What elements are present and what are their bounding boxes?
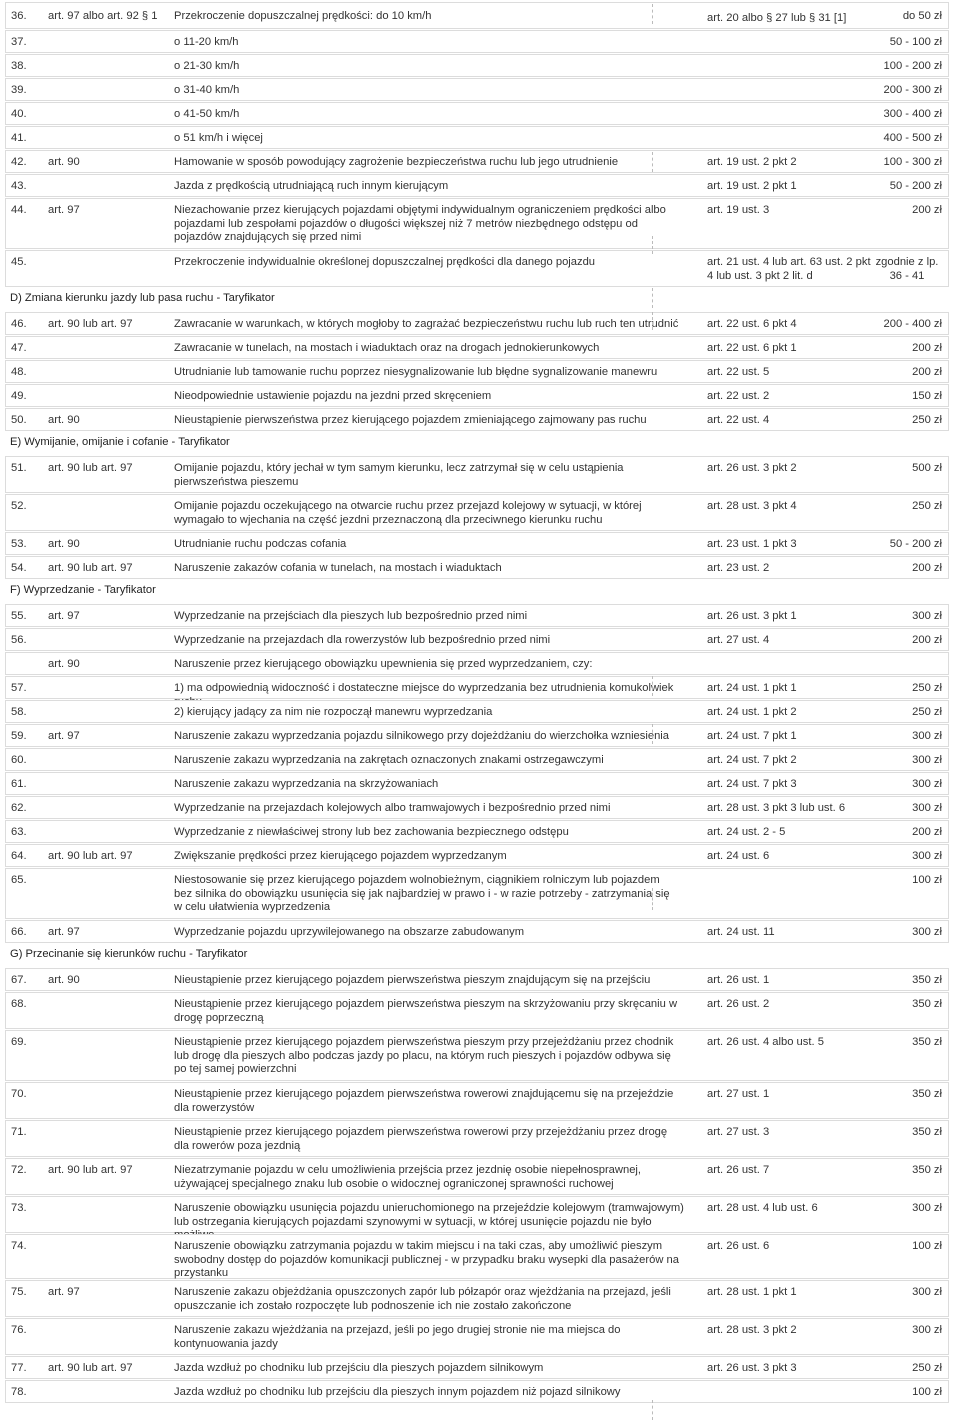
offense-description: 2) kierujący jadący za nim nie rozpoczął manewru wyprzedzania bbox=[174, 706, 493, 718]
row-number: 61. bbox=[11, 778, 27, 790]
fine-amount: 100 zł bbox=[912, 1386, 942, 1398]
legal-article: art. 90 bbox=[48, 414, 80, 426]
row-number: 38. bbox=[11, 60, 27, 72]
table-row bbox=[5, 628, 949, 651]
offense-description: Wyprzedzanie na przejazdach dla rowerzystów lub bezpośrednio przed nimi bbox=[174, 634, 551, 646]
legal-basis: art. 26 ust. 3 pkt 3 bbox=[707, 1362, 797, 1374]
offense-description: Zwiększanie prędkości przez kierującego pojazdem wyprzedzanym bbox=[174, 850, 507, 862]
offense-description: Niezachowanie przez kierujących pojazdami objętymi indywidualnym ograniczeniem prędkości albo pojazdami lub zespołami pojazdów o długości większej niż 7 metrów niezbędnego odstępu od pojazdów znajdujących się przed nimi bbox=[174, 204, 666, 243]
legal-article: art. 90 lub art. 97 bbox=[48, 318, 133, 330]
fine-amount: 150 zł bbox=[912, 390, 942, 402]
table-row bbox=[5, 2, 949, 29]
offense-description: Naruszenie obowiązku zatrzymania pojazdu w takim miejscu i na taki czas, aby umożliwić pieszym swobodny dostęp do pojazdów komunikacji publicznej - w przypadku braku wysepki dla pasażerów na przystanku bbox=[174, 1240, 679, 1279]
legal-article: art. 97 bbox=[48, 204, 80, 216]
table-row bbox=[5, 1318, 949, 1355]
table-row bbox=[5, 312, 949, 335]
row-number: 45. bbox=[11, 256, 27, 268]
legal-basis: art. 24 ust. 1 pkt 1 bbox=[707, 682, 797, 694]
offense-description: Wyprzedzanie na przejściach dla pieszych lub bezpośrednio przed nimi bbox=[174, 610, 528, 622]
row-number: 60. bbox=[11, 754, 27, 766]
legal-basis: art. 26 ust. 3 pkt 2 bbox=[707, 462, 797, 474]
offense-description: Naruszenie zakazu wyprzedzania na zakrętach oznaczonych znakami ostrzegawczymi bbox=[174, 754, 604, 766]
legal-basis: art. 21 ust. 4 lub art. 63 ust. 2 pkt 4 lub ust. 3 pkt 2 lit. d bbox=[707, 256, 871, 282]
section-header bbox=[5, 944, 949, 968]
fine-amount: 200 - 300 zł bbox=[883, 84, 942, 96]
offense-description: Przekroczenie indywidualnie określonej dopuszczalnej prędkości dla danego pojazdu bbox=[174, 256, 596, 268]
table-row bbox=[5, 1356, 949, 1379]
legal-article: art. 90 lub art. 97 bbox=[48, 850, 133, 862]
offense-description: 1) ma odpowiednią widoczność i dostateczne miejsce do wyprzedzania bez utrudnienia komukolwiek bbox=[174, 682, 674, 694]
legal-basis: art. 24 ust. 2 - 5 bbox=[707, 826, 786, 838]
offense-description: Naruszenie zakazu wyprzedzania pojazdu silnikowego przy dojeżdżaniu do wierzchołka wzniesienia bbox=[174, 730, 670, 742]
row-number: 49. bbox=[11, 390, 27, 402]
offense-description: o 51 km/h i więcej bbox=[174, 132, 263, 144]
row-number: 42. bbox=[11, 156, 27, 168]
table-row bbox=[5, 150, 949, 173]
legal-article: art. 90 bbox=[48, 538, 80, 550]
legal-article: art. 97 bbox=[48, 1286, 80, 1298]
offense-description: Wyprzedzanie pojazdu uprzywilejowanego na obszarze zabudowanym bbox=[174, 926, 525, 938]
legal-basis: art. 19 ust. 2 pkt 1 bbox=[707, 180, 797, 192]
offense-description: o 11-20 km/h bbox=[174, 36, 239, 48]
table-row bbox=[5, 676, 949, 699]
table-row bbox=[5, 250, 949, 287]
table-row bbox=[5, 126, 949, 149]
row-number: 56. bbox=[11, 634, 27, 646]
row-number: 47. bbox=[11, 342, 27, 354]
row-number: 55. bbox=[11, 610, 27, 622]
legal-basis: art. 24 ust. 6 bbox=[707, 850, 770, 862]
row-number: 64. bbox=[11, 850, 27, 862]
table-row bbox=[5, 920, 949, 943]
legal-basis: art. 22 ust. 5 bbox=[707, 366, 770, 378]
fine-amount: 300 zł bbox=[912, 754, 942, 766]
row-number: 50. bbox=[11, 414, 27, 426]
legal-basis: art. 24 ust. 1 pkt 2 bbox=[707, 706, 797, 718]
row-number: 46. bbox=[11, 318, 27, 330]
table-row bbox=[5, 992, 949, 1029]
table-row bbox=[5, 700, 949, 723]
fine-amount: 50 - 100 zł bbox=[889, 36, 942, 48]
table-row bbox=[5, 198, 949, 249]
legal-article: art. 97 bbox=[48, 730, 80, 742]
legal-article: art. 90 lub art. 97 bbox=[48, 1362, 133, 1374]
legal-basis: art. 27 ust. 3 bbox=[707, 1126, 770, 1138]
table-row bbox=[5, 796, 949, 819]
table-row bbox=[5, 1120, 949, 1157]
offense-description: Utrudnianie lub tamowanie ruchu poprzez niesygnalizowanie lub błędne sygnalizowanie manewru bbox=[174, 366, 658, 378]
legal-basis: art. 26 ust. 6 bbox=[707, 1240, 770, 1252]
table-row bbox=[5, 336, 949, 359]
row-number: 74. bbox=[11, 1240, 27, 1252]
fine-amount: 350 zł bbox=[912, 1036, 942, 1048]
table-row bbox=[5, 1280, 949, 1317]
fine-amount: 350 zł bbox=[912, 998, 942, 1010]
fine-amount: 250 zł bbox=[912, 414, 942, 426]
fine-amount: 400 - 500 zł bbox=[883, 132, 942, 144]
table-row bbox=[5, 556, 949, 579]
legal-basis: art. 26 ust. 7 bbox=[707, 1164, 770, 1176]
fine-amount: 350 zł bbox=[912, 1088, 942, 1100]
table-row bbox=[5, 408, 949, 431]
row-number: 39. bbox=[11, 84, 27, 96]
offense-description: Nieustąpienie przez kierującego pojazdem pierwszeństwa pieszym przy przejeżdżaniu przez chodnik lub drogę dla pieszych albo podczas jazdy po placu, na którym ruch pieszych i pojazdów odbywa się po tej samej powierzchni bbox=[174, 1036, 674, 1075]
fine-amount: 250 zł bbox=[912, 1362, 942, 1374]
table-row bbox=[5, 174, 949, 197]
offense-description: Niezatrzymanie pojazdu w celu umożliwienia przejścia przez jezdnię osobie niepełnosprawnej, używającej specjalnego znaku lub osobie o widocznej ograniczonej sprawności ruchowej bbox=[174, 1164, 642, 1190]
row-number: 40. bbox=[11, 108, 27, 120]
table-row bbox=[5, 604, 949, 627]
crop-mark bbox=[652, 236, 654, 254]
row-number: 70. bbox=[11, 1088, 27, 1100]
legal-article: art. 90 lub art. 97 bbox=[48, 562, 133, 574]
table-row bbox=[5, 1196, 949, 1233]
legal-basis: art. 23 ust. 2 bbox=[707, 562, 770, 574]
offense-description: Jazda wzdłuż po chodniku lub przejściu dla pieszych pojazdem silnikowym bbox=[174, 1362, 544, 1374]
fine-amount: 300 zł bbox=[912, 730, 942, 742]
row-number: 51. bbox=[11, 462, 27, 474]
row-number: 57. bbox=[11, 682, 27, 694]
fine-amount: 200 - 400 zł bbox=[883, 318, 942, 330]
fine-amount: 250 zł bbox=[912, 682, 942, 694]
crop-mark bbox=[652, 888, 654, 910]
offense-description: o 41-50 km/h bbox=[174, 108, 240, 120]
row-number: 71. bbox=[11, 1126, 27, 1138]
fine-amount: 200 zł bbox=[912, 826, 942, 838]
legal-article: art. 90 bbox=[48, 658, 80, 670]
row-number: 76. bbox=[11, 1324, 27, 1336]
fine-amount: 100 - 300 zł bbox=[883, 156, 942, 168]
row-number: 68. bbox=[11, 998, 27, 1010]
table-row bbox=[5, 968, 949, 991]
fine-amount: 300 zł bbox=[912, 1286, 942, 1298]
table-row bbox=[5, 1030, 949, 1081]
crop-mark bbox=[652, 676, 654, 696]
legal-basis: art. 26 ust. 4 albo ust. 5 bbox=[707, 1036, 824, 1048]
table-row bbox=[5, 748, 949, 771]
row-number: 63. bbox=[11, 826, 27, 838]
fine-amount: 300 zł bbox=[912, 802, 942, 814]
table-row bbox=[5, 532, 949, 555]
legal-basis: art. 22 ust. 2 bbox=[707, 390, 770, 402]
offense-description: Nieodpowiednie ustawienie pojazdu na jezdni przed skręceniem bbox=[174, 390, 492, 402]
fine-amount: 250 zł bbox=[912, 706, 942, 718]
legal-basis: art. 22 ust. 6 pkt 4 bbox=[707, 318, 797, 330]
row-number: 59. bbox=[11, 730, 27, 742]
fine-amount: 50 - 200 zł bbox=[889, 538, 942, 550]
offense-description: Naruszenie przez kierującego obowiązku upewnienia się przed wyprzedzaniem, czy: bbox=[174, 658, 593, 670]
row-number: 75. bbox=[11, 1286, 27, 1298]
legal-basis: art. 26 ust. 1 bbox=[707, 974, 770, 986]
legal-basis: art. 27 ust. 1 bbox=[707, 1088, 770, 1100]
fine-amount: 300 - 400 zł bbox=[883, 108, 942, 120]
table-row bbox=[5, 384, 949, 407]
table-row bbox=[5, 772, 949, 795]
fine-amount: 350 zł bbox=[912, 1164, 942, 1176]
fine-amount: 300 zł bbox=[912, 926, 942, 938]
offense-description: Przekroczenie dopuszczalnej prędkości: do 10 km/h bbox=[174, 10, 432, 22]
row-number: 77. bbox=[11, 1362, 27, 1374]
offense-description: Jazda z prędkością utrudniającą ruch innym kierującym bbox=[174, 180, 449, 192]
table-row bbox=[5, 724, 949, 747]
row-number: 72. bbox=[11, 1164, 27, 1176]
table-row bbox=[5, 456, 949, 493]
fine-amount: do 50 zł bbox=[902, 10, 942, 22]
offense-description: Wyprzedzanie z niewłaściwej strony lub bez zachowania bezpiecznego odstępu bbox=[174, 826, 569, 838]
table-row bbox=[5, 30, 949, 53]
crop-mark bbox=[652, 152, 654, 172]
legal-basis: art. 28 ust. 3 pkt 2 bbox=[707, 1324, 797, 1336]
offense-description: Naruszenie zakazu objeżdżania opuszczonych zapór lub półzapór oraz wjeżdżania na przejazd, jeśli opuszczanie ich zostało rozpoczęte lub podnoszenie ich nie zostało zakończone bbox=[174, 1286, 671, 1312]
crop-mark bbox=[652, 312, 654, 330]
table-row bbox=[5, 494, 949, 531]
fine-amount: 300 zł bbox=[912, 1202, 942, 1214]
legal-basis: art. 27 ust. 4 bbox=[707, 634, 770, 646]
fine-amount: 100 - 200 zł bbox=[883, 60, 942, 72]
fine-amount: 200 zł bbox=[912, 366, 942, 378]
offense-description: o 21-30 km/h bbox=[174, 60, 240, 72]
legal-basis: art. 28 ust. 1 pkt 1 bbox=[707, 1286, 797, 1298]
legal-basis: art. 19 ust. 3 bbox=[707, 204, 770, 216]
offense-description: Jazda wzdłuż po chodniku lub przejściu dla pieszych innym pojazdem niż pojazd silnikowy bbox=[174, 1386, 621, 1398]
legal-basis: art. 19 ust. 2 pkt 2 bbox=[707, 156, 797, 168]
offense-description: o 31-40 km/h bbox=[174, 84, 240, 96]
fine-amount: 100 zł bbox=[912, 1240, 942, 1252]
legal-article: art. 97 bbox=[48, 610, 80, 622]
legal-article: art. 90 lub art. 97 bbox=[48, 462, 133, 474]
fine-amount: 200 zł bbox=[912, 204, 942, 216]
row-number: 37. bbox=[11, 36, 27, 48]
legal-basis: art. 26 ust. 3 pkt 1 bbox=[707, 610, 797, 622]
legal-basis: art. 24 ust. 7 pkt 1 bbox=[707, 730, 797, 742]
offense-description: Niestosowanie się przez kierującego pojazdem wolnobieżnym, ciągnikiem rolniczym lub pojazdem bez silnika do obowiązku usunięcia się jak najbardziej w prawo i - w razie potrzeby - zatrzymania się w celu ułatwienia wyprzedzenia bbox=[174, 874, 670, 913]
table-row bbox=[5, 844, 949, 867]
legal-basis: art. 22 ust. 6 pkt 1 bbox=[707, 342, 797, 354]
fine-amount: 300 zł bbox=[912, 1324, 942, 1336]
row-number: 53. bbox=[11, 538, 27, 550]
fine-amount: 250 zł bbox=[912, 500, 942, 512]
table-row bbox=[5, 54, 949, 77]
offense-description: Nieustąpienie pierwszeństwa przez kierującego pojazdem zmieniającego zajmowany pas ruchu bbox=[174, 414, 647, 426]
table-row bbox=[5, 1234, 949, 1279]
offense-description: Nieustąpienie przez kierującego pojazdem pierwszeństwa rowerowi znajdującemu się na przejeździe dla rowerzystów bbox=[174, 1088, 674, 1114]
legal-article: art. 97 albo art. 92 § 1 bbox=[48, 10, 158, 22]
table-row bbox=[5, 652, 949, 675]
row-number: 65. bbox=[11, 874, 27, 886]
table-row bbox=[5, 868, 949, 919]
section-title: E) Wymijanie, omijanie i cofanie - Taryfikator bbox=[10, 436, 230, 448]
offense-description: Hamowanie w sposób powodujący zagrożenie bezpieczeństwa ruchu lub jego utrudnienie bbox=[174, 156, 619, 168]
section-title: G) Przecinanie się kierunków ruchu - Taryfikator bbox=[10, 948, 248, 960]
offense-description: Omijanie pojazdu oczekującego na otwarcie ruchu przez przejazd kolejowy w sytuacji, w której wymagało to wjechania na część jezdni przeznaczoną dla przeciwnego kierunku ruchu bbox=[174, 500, 642, 526]
table-row bbox=[5, 102, 949, 125]
fine-amount: 200 zł bbox=[912, 342, 942, 354]
fine-amount: 50 - 200 zł bbox=[889, 180, 942, 192]
crop-mark bbox=[652, 4, 654, 24]
row-number: 78. bbox=[11, 1386, 27, 1398]
row-number: 52. bbox=[11, 500, 27, 512]
offense-description: Naruszenie zakazu wjeżdżania na przejazd, jeśli po jego drugiej stronie nie ma miejsca do kontynuowania jazdy bbox=[174, 1324, 621, 1350]
offense-description: Nieustąpienie przez kierującego pojazdem pierwszeństwa pieszym na skrzyżowaniu przy skręcaniu w drogę poprzeczną bbox=[174, 998, 678, 1024]
row-number: 66. bbox=[11, 926, 27, 938]
fine-amount: 350 zł bbox=[912, 974, 942, 986]
row-number: 36. bbox=[11, 10, 27, 22]
crop-mark bbox=[652, 1400, 654, 1420]
table-row bbox=[5, 1082, 949, 1119]
row-number: 73. bbox=[11, 1202, 27, 1214]
fine-amount: 300 zł bbox=[912, 610, 942, 622]
table-row bbox=[5, 820, 949, 843]
section-title: D) Zmiana kierunku jazdy lub pasa ruchu - Taryfikator bbox=[10, 292, 275, 304]
offense-description: Naruszenie obowiązku usunięcia pojazdu unieruchomionego na przejeździe kolejowym (tramwajowym) lub ostrzegania kierujących pojazdami szynowymi w sytuacji, w której usunięcie pojazdu nie było bbox=[174, 1202, 684, 1228]
row-number: 58. bbox=[11, 706, 27, 718]
fine-amount: 300 zł bbox=[912, 778, 942, 790]
row-number: 69. bbox=[11, 1036, 27, 1048]
offense-description: Wyprzedzanie na przejazdach kolejowych albo tramwajowych i bezpośrednio przed nimi bbox=[174, 802, 611, 814]
fine-amount: 500 zł bbox=[912, 462, 942, 474]
offense-description: Naruszenie zakazu wyprzedzania na skrzyżowaniach bbox=[174, 778, 439, 790]
offense-description: Zawracanie w warunkach, w których mogłoby to zagrażać bezpieczeństwu ruchu lub ruch ten utrudnić bbox=[174, 318, 679, 330]
legal-basis: art. 24 ust. 11 bbox=[707, 926, 775, 938]
legal-basis: art. 28 ust. 4 lub ust. 6 bbox=[707, 1202, 818, 1214]
section-title: F) Wyprzedzanie - Taryfikator bbox=[10, 584, 156, 596]
offense-description: Nieustąpienie przez kierującego pojazdem pierwszeństwa rowerowi przy przejeżdżaniu przez drogę dla rowerów poza jezdnią bbox=[174, 1126, 668, 1152]
legal-basis: art. 24 ust. 7 pkt 2 bbox=[707, 754, 797, 766]
legal-basis: art. 26 ust. 2 bbox=[707, 998, 770, 1010]
fine-amount: zgodnie z lp. 36 - 41 bbox=[875, 256, 939, 282]
row-number: 54. bbox=[11, 562, 27, 574]
legal-article: art. 90 lub art. 97 bbox=[48, 1164, 133, 1176]
legal-article: art. 97 bbox=[48, 926, 80, 938]
row-number: 62. bbox=[11, 802, 27, 814]
row-number: 48. bbox=[11, 366, 27, 378]
row-number: 67. bbox=[11, 974, 27, 986]
legal-article: art. 90 bbox=[48, 974, 80, 986]
legal-article: art. 90 bbox=[48, 156, 80, 168]
fine-amount: 100 zł bbox=[912, 874, 942, 886]
legal-basis: art. 28 ust. 3 pkt 4 bbox=[707, 500, 797, 512]
crop-mark bbox=[652, 724, 654, 744]
legal-basis: art. 24 ust. 7 pkt 3 bbox=[707, 778, 797, 790]
crop-mark bbox=[652, 288, 654, 308]
offense-description: Utrudnianie ruchu podczas cofania bbox=[174, 538, 347, 550]
fine-amount: 350 zł bbox=[912, 1126, 942, 1138]
legal-basis: art. 23 ust. 1 pkt 3 bbox=[707, 538, 797, 550]
table-row bbox=[5, 360, 949, 383]
section-header bbox=[5, 580, 949, 604]
offense-description: Naruszenie zakazów cofania w tunelach, na mostach i wiaduktach bbox=[174, 562, 502, 574]
row-number: 41. bbox=[11, 132, 27, 144]
row-number: 44. bbox=[11, 204, 27, 216]
section-header bbox=[5, 288, 949, 312]
table-row bbox=[5, 1158, 949, 1195]
fine-amount: 200 zł bbox=[912, 634, 942, 646]
legal-basis: art. 28 ust. 3 pkt 3 lub ust. 6 bbox=[707, 802, 846, 814]
table-row bbox=[5, 1380, 949, 1403]
offense-description: Nieustąpienie przez kierującego pojazdem pierwszeństwa pieszym znajdującym się na przejściu bbox=[174, 974, 651, 986]
legal-basis: art. 20 albo § 27 lub § 31 [1] bbox=[707, 12, 847, 24]
offense-description: Zawracanie w tunelach, na mostach i wiaduktach oraz na drogach jednokierunkowych bbox=[174, 342, 600, 354]
section-header bbox=[5, 432, 949, 456]
table-row bbox=[5, 78, 949, 101]
fine-amount: 200 zł bbox=[912, 562, 942, 574]
fine-amount: 300 zł bbox=[912, 850, 942, 862]
offense-description: Omijanie pojazdu, który jechał w tym samym kierunku, lecz zatrzymał się w celu ustąpienia pierwszeństwa pieszemu bbox=[174, 462, 624, 488]
row-number: 43. bbox=[11, 180, 27, 192]
legal-basis: art. 22 ust. 4 bbox=[707, 414, 770, 426]
